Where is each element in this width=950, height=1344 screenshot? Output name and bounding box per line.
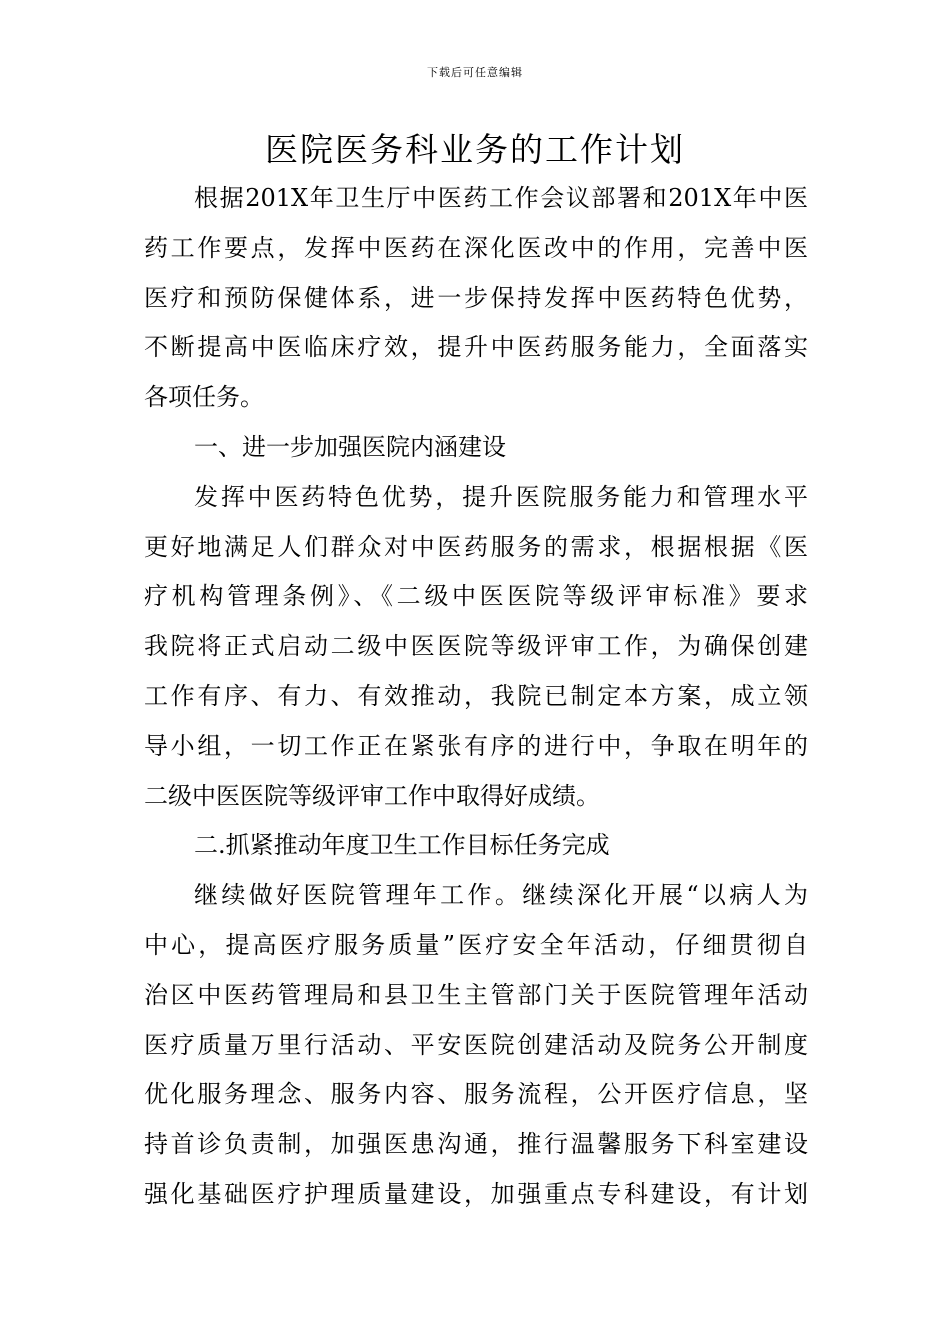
- text-line: 导小组，一切工作正在紧张有序的进行中，争取在明年的: [144, 731, 808, 760]
- text-line: 根据201X年卫生厅中医药工作会议部署和201X年中医: [194, 184, 808, 212]
- text-line: 强化基础医疗护理质量建设，加强重点专科建设，有计划: [144, 1179, 808, 1208]
- text-line: 各项任务。: [144, 383, 264, 412]
- text-line: 医疗质量万里行活动、平安医院创建活动及院务公开制度: [144, 1030, 808, 1059]
- text-line: 药工作要点，发挥中医药在深化医改中的作用，完善中医: [144, 233, 808, 262]
- page-title: 医院医务科业务的工作计划: [265, 130, 685, 169]
- text-line: 二级中医医院等级评审工作中取得好成绩。: [144, 781, 600, 810]
- body-text: [144, 174, 808, 1220]
- text-line: 优化服务理念、服务内容、服务流程，公开医疗信息，坚: [144, 1080, 808, 1109]
- text-line: 继续做好医院管理年工作。继续深化开展“以病人为: [194, 881, 808, 910]
- text-line: 更好地满足人们群众对中医药服务的需求，根据根据《医: [144, 532, 808, 561]
- text-line: 不断提高中医临床疗效，提升中医药服务能力，全面落实: [144, 333, 808, 362]
- text-line: 二.抓紧推动年度卫生工作目标任务完成: [194, 831, 610, 860]
- text-line: 医疗和预防保健体系，进一步保持发挥中医药特色优势，: [144, 283, 808, 312]
- text-line: 工作有序、有力、有效推动，我院已制定本方案，成立领: [144, 681, 808, 710]
- text-line: 我院将正式启动二级中医医院等级评审工作，为确保创建: [144, 632, 808, 661]
- text-line: 治区中医药管理局和县卫生主管部门关于医院管理年活动: [144, 980, 808, 1009]
- text-line: 中心，提高医疗服务质量”医疗安全年活动，仔细贯彻自: [144, 930, 808, 959]
- text-line: 一、进一步加强医院内涵建设: [194, 432, 506, 461]
- header-note: 下载后可任意编辑: [427, 66, 523, 79]
- text-line: 疗机构管理条例》、《二级中医医院等级评审标准》要求: [144, 582, 808, 611]
- text-line: 发挥中医药特色优势，提升医院服务能力和管理水平: [194, 482, 808, 511]
- text-line: 持首诊负责制，加强医患沟通，推行温馨服务下科室建设: [144, 1130, 808, 1159]
